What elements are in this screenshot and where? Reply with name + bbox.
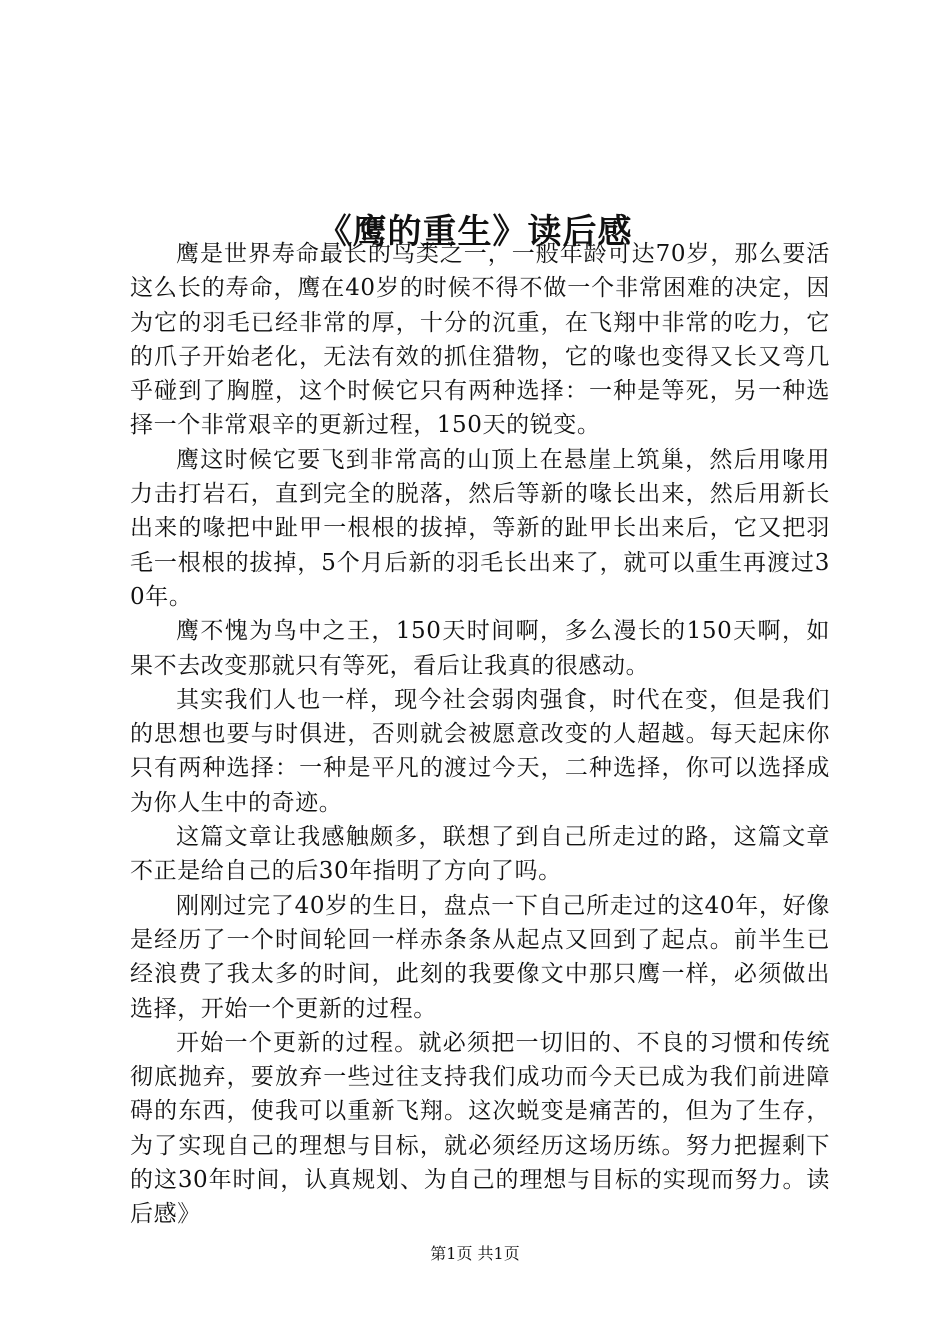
page-number-footer: 第1页 共1页 (430, 1244, 520, 1263)
paragraph: 刚刚过完了40岁的生日，盘点一下自己所走过的这40年，好像是经历了一个时间轮回一样赤条条从起点又回到了起点。前半生已经浪费了我太多的时间，此刻的我要像文中那只鹰一样，必须做出选择，开始一个更新的过程。 (130, 892, 830, 1022)
document-body (130, 237, 830, 1232)
paragraph: 鹰是世界寿命最长的鸟类之一，一般年龄可达70岁，那么要活这么长的寿命，鹰在40岁的时候不得不做一个非常困难的决定，因为它的羽毛已经非常的厚，十分的沉重，在飞翔中非常的吃力，它的爪子开始老化，无法有效的抓住猎物，它的喙也变得又长又弯几乎碰到了胸膛，这个时候它只有两种选择：一种是等死，另一种选择一个非常艰辛的更新过程，150天的锐变。 (130, 241, 830, 439)
document-title: 《鹰的重生》读后感 (317, 211, 633, 252)
paragraph: 鹰不愧为鸟中之王，150天时间啊，多么漫长的150天啊，如果不去改变那就只有等死，看后让我真的很感动。 (130, 618, 830, 679)
paragraph: 这篇文章让我感触颇多，联想了到自己所走过的路，这篇文章不正是给自己的后30年指明了方向了吗。 (130, 824, 830, 885)
paragraph: 其实我们人也一样，现今社会弱肉强食，时代在变，但是我们的思想也要与时俱进，否则就会被愿意改变的人超越。每天起床你只有两种选择：一种是平凡的渡过今天，二种选择，你可以选择成为你人生中的奇迹。 (130, 686, 830, 816)
paragraph: 开始一个更新的过程。就必须把一切旧的、不良的习惯和传统彻底抛弃，要放弃一些过往支持我们成功而今天已成为我们前进障碍的东西，使我可以重新飞翔。这次蜕变是痛苦的，但为了生存，为了实现自己的理想与目标，就必须经历这场历练。努力把握剩下的这30年时间，认真规划、为自己的理想与目标的实现而努力。读后感》 (130, 1029, 830, 1228)
paragraph: 鹰这时候它要飞到非常高的山顶上在悬崖上筑巢，然后用喙用力击打岩石，直到完全的脱落，然后等新的喙长出来，然后用新长出来的喙把中趾甲一根根的拔掉，等新的趾甲长出来后，它又把羽毛一根根的拔掉，5个月后新的羽毛长出来了，就可以重生再渡过30年。 (130, 446, 830, 610)
